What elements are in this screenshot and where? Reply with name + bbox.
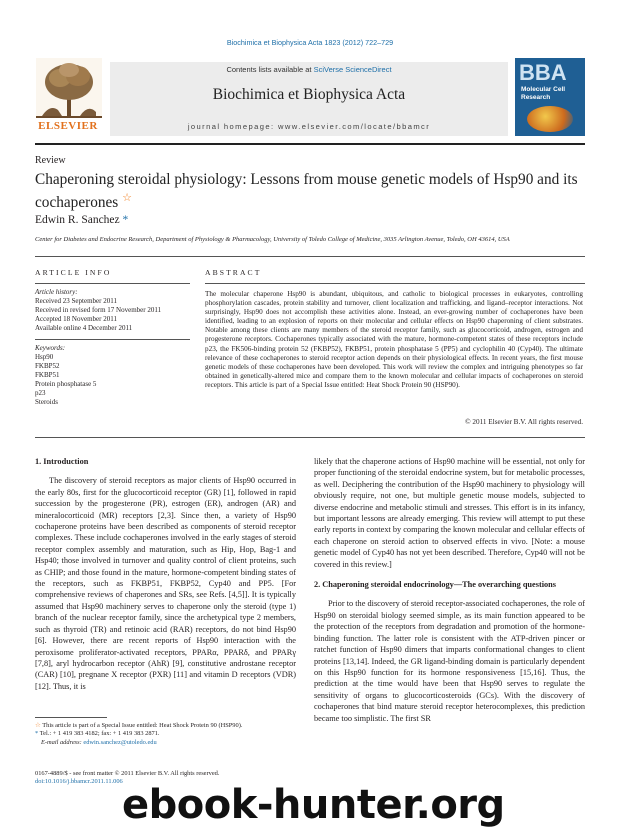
issn-line: 0167-4889/$ - see front matter © 2011 Elsevier B.V. All rights reserved. — [35, 770, 220, 777]
contents-available-line — [110, 65, 508, 74]
intro-paragraph: The discovery of steroid receptors as major clients of Hsp90 occurred in the early 80s, first for the glucocorticoid receptor (GR) [1], followed in rapid succession by the progesterone (PR), estrogen (ER), androgen (AR) and mineralocorticoid (MR) receptors [2,3]. Since then, a variety of Hsp90 cochaperone proteins have been described as components of steroid receptor complexes. These include cochaperones involved in the early stages of steroid receptor complex assembly and maturation, such as Hip, Hop, Bag-1 and Hsp40; those involved in turnover and quality control of client proteins, such as CHIP; and those found in the mature, hormone-competent binding states of the receptors, such as FKBP51, FKBP52, Cyp40 and PP5. [For comprehensive reviews of chaperones and SRs, see Refs. [4,5]]. It is typically assumed that Hsp90 machinery serves to chaperone only the steroid (type 1) branch of the nuclear receptor family, since the archetypical type 2 members, such as thyroid (TR) and retinoic acid (RAR) receptors, do not bind Hsp90 [6]. However, there are recent reports of Hsp90 interaction with the peroxisome proliferator-activated receptors, PPARα, PPARδ, and PPARγ [7,8], aryl hydrocarbon receptor (AhR) [9], constitutive androstane receptor (CAR) [10], pregnane X receptor (PXR) [11] and vitamin D receptors (VDR) [12]. Thus, it is — [35, 476, 296, 691]
body-left-column — [35, 456, 296, 692]
history-item: Received in revised form 17 November 2011 — [35, 306, 162, 314]
journal-homepage[interactable]: journal homepage: www.elsevier.com/locate/bbamcr — [187, 122, 431, 131]
affiliation: Center for Diabetes and Endocrine Research, Department of Physiology & Pharmacology, University of Toledo College of Medicine, 3035 Arlington Avenue, Toledo, OH 43614, USA — [35, 236, 510, 243]
publisher-name: ELSEVIER — [38, 120, 98, 132]
article-type: Review — [35, 155, 66, 166]
abstract-heading: ABSTRACT — [205, 268, 262, 277]
continued-paragraph: likely that the chaperone actions of Hsp90 machine will be essential, not only for proper functioning of the steroidal endocrine system, but for metabolic processes, as well. Deciphering the contribution of the Hsp90 machinery to physiology will obviously require, not one, but multiple genetic mouse models, subjected to diverse endocrine and metabolic stimuli and stresses. This effort is in its infancy, but important lessons are already emerging. This review will attempt to put these early reports in context by comparing the known molecular and cellular effects of each chaperone on steroid action to observed effects in vivo. [Note: a mouse genetic model of Cyp40 has not yet been described. Therefore, Cyp40 will not be covered in this review.] — [314, 457, 585, 569]
footnote-email — [35, 739, 295, 747]
footnote-star-text: This article is part of a Special Issue entitled: Heat Shock Protein 90 (HSP90). — [42, 722, 243, 729]
history-item: Available online 4 December 2011 — [35, 324, 133, 332]
affiliation-divider — [35, 256, 585, 257]
history-divider — [35, 339, 190, 340]
contents-prefix: Contents lists available at — [226, 65, 314, 74]
section2-heading: 2. Chaperoning steroidal endocrinology—The overarching questions — [314, 580, 557, 590]
journal-title: Biochimica et Biophysica Acta — [212, 86, 406, 103]
section2-paragraph: Prior to the discovery of steroid receptor-associated cochaperones, the role of Hsp90 on steroidal biology seemed simple, as its main function appeared to be the protection of the receptors from degradation and promotion of the hormone-binding function. The latter role is consistent with the ATP-driven pincer or ratchet function of Hsp90 dimers that imparts conformational changes to client proteins [13,14]. Indeed, the GR ligand-binding domain is particularly dependent on this Hsp90 function for its hormone responsiveness [15,16]. Thus, the prediction at the time would have been that Hsp90 serves to regulate the sensitivity of organs to glucocorticosteroids (GCs). With the discovery of cochaperones that bind mature steroid receptor heterocomplexes, this prediction became too simplistic. The first SR — [314, 599, 585, 723]
journal-cover — [515, 58, 585, 136]
keyword: Hsp90 — [35, 353, 54, 361]
author-line — [35, 214, 128, 226]
title-footnote-star-icon[interactable]: ☆ — [122, 192, 132, 204]
keywords-block — [35, 344, 195, 407]
keywords-label: Keywords: — [35, 344, 66, 352]
cover-image — [527, 106, 573, 132]
corresponding-author-mark[interactable]: * — [122, 214, 129, 226]
article-title — [35, 170, 590, 212]
history-item: Accepted 18 November 2011 — [35, 315, 117, 323]
keyword: FKBP51 — [35, 371, 60, 379]
article-info-divider — [35, 283, 190, 284]
header-divider — [35, 143, 585, 145]
footnote-contact: * Tel.: + 1 419 383 4182; fax: + 1 419 383 2871. — [35, 730, 160, 738]
email-label: E-mail address: — [41, 738, 84, 746]
keyword: Steroids — [35, 398, 58, 406]
abstract-text: The molecular chaperone Hsp90 is abundant, ubiquitous, and catholic to biological processes in eukaryotes, controlling phosphorylation cascades, protein stability and turnover, client localization and trafficking, and ligand–receptor interactions. Not surprisingly, Hsp90 does not accomplish these activities alone. Instead, an ever-growing number of cochaperones have been identified, leading to an explosion of reports on their molecular and cellular effects on Hsp90 chaperoning of client substrates. Notable among these clients are many members of the steroid receptor family, such as glucocorticoid, androgen, estrogen and progesterone receptors. Cochaperones typically associated with the mature, hormone-competent states of these receptors include p23, the FK506-binding protein 52 (FKBP52), FKBP51, protein phosphatase 5 (PP5) and cyclophilin 40 (Cyp40). The ultimate relevance of these cochaperones to steroid receptor action depends on their physiological effects. In recent years, the first mouse genetic models of these cochaperones have been developed. This work will review the complex and intriguing phenotypes so far obtained in genetically-altered mice and compare them to the known molecular and cellular impacts of cochaperones on steroid receptors. This article is part of a Special Issue entitled: Heat Shock Protein 90 (HSP90). — [205, 290, 583, 389]
email-link[interactable]: edwin.sanchez@utoledo.edu — [83, 738, 157, 746]
author-name: Edwin R. Sanchez — [35, 214, 120, 226]
footnotes — [35, 722, 295, 747]
keyword: Protein phosphatase 5 — [35, 380, 97, 388]
article-info-heading: ARTICLE INFO — [35, 268, 112, 277]
watermark: ebook-hunter.org — [122, 782, 505, 828]
intro-heading: 1. Introduction — [35, 457, 89, 466]
cover-title: BBA — [519, 60, 567, 85]
footnote-divider — [35, 717, 107, 718]
body-right-column — [314, 456, 585, 724]
cover-subtitle: Molecular Cell Research — [521, 86, 566, 101]
article-title-text: Chaperoning steroidal physiology: Lessons from mouse genetic models of Hsp90 and its cochaperones — [35, 171, 578, 212]
keyword: p23 — [35, 389, 46, 397]
footnote-star: ☆ This article is part of a Special Issue entitled: Heat Shock Protein 90 (HSP90). — [35, 722, 243, 729]
abstract-copyright: © 2011 Elsevier B.V. All rights reserved. — [465, 418, 583, 426]
history-item: Received 23 September 2011 — [35, 297, 117, 305]
history-label: Article history: — [35, 288, 78, 296]
footnote-tel: Tel.: + 1 419 383 4182; fax: + 1 419 383 2871. — [39, 730, 160, 738]
journal-citation-link[interactable]: Biochimica et Biophysica Acta 1823 (2012) 722–729 — [226, 38, 394, 47]
sciencedirect-link[interactable]: SciVerse ScienceDirect — [313, 65, 392, 74]
abstract-divider — [205, 283, 585, 284]
keyword: FKBP52 — [35, 362, 60, 370]
doi-link[interactable]: doi:10.1016/j.bbamcr.2011.11.006 — [35, 778, 123, 786]
abstract-bottom-divider — [35, 437, 585, 438]
article-history — [35, 288, 195, 333]
